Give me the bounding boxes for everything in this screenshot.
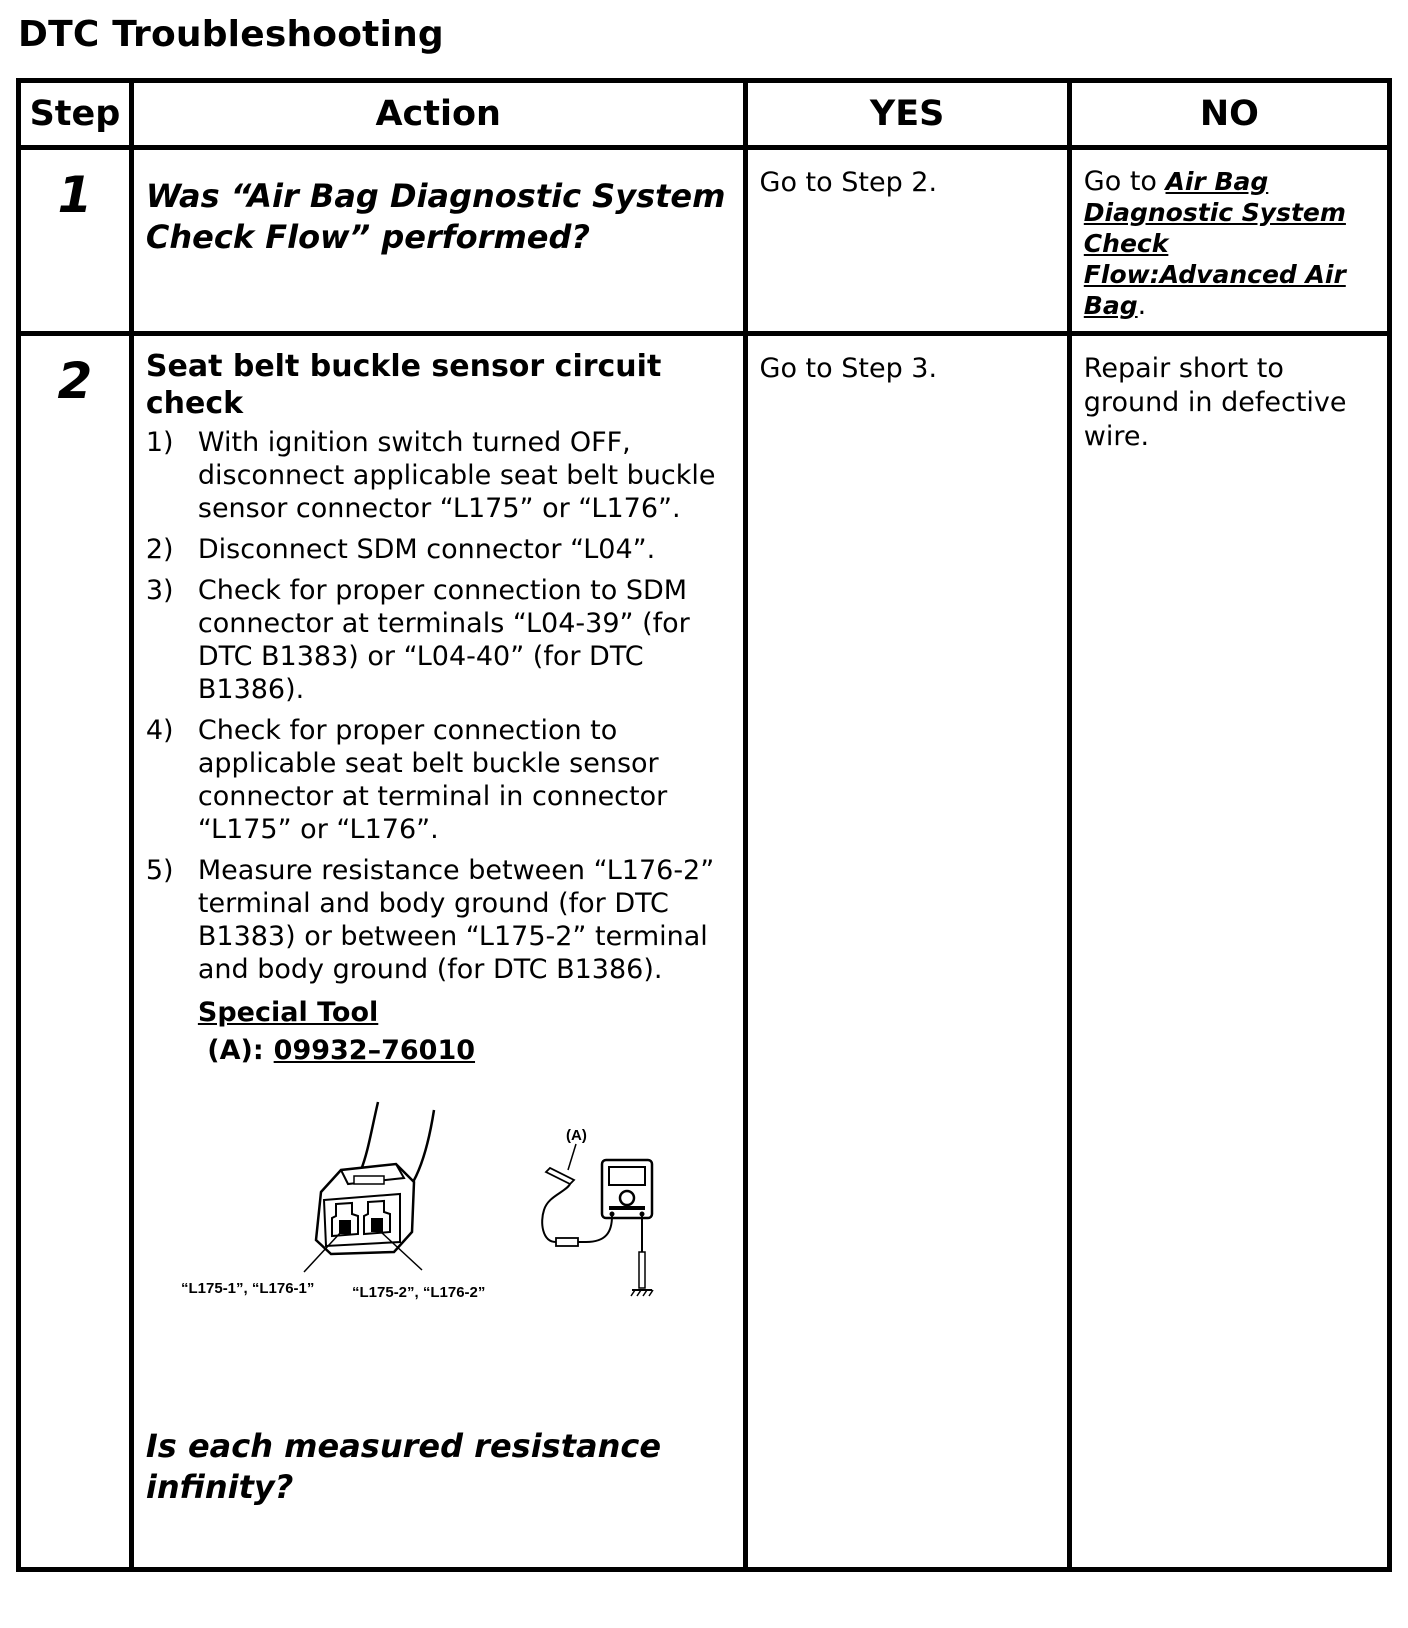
check-flow-link[interactable]: Air Bag Diagnostic System Check Flow:Advanced Air Bag — [1083, 167, 1346, 320]
yes-cell — [745, 148, 1069, 334]
step-number: 2 — [57, 352, 93, 410]
yes-text: Go to Step 3. — [759, 353, 938, 384]
no-suffix: . — [1137, 290, 1147, 321]
table-row — [19, 334, 1390, 1570]
terminal-label-left: “L175-1”, “L176-1” — [180, 1280, 315, 1297]
connector-latch — [354, 1176, 384, 1184]
table-header-row — [19, 81, 1390, 148]
item-number: 4) — [145, 715, 174, 746]
item-number: 5) — [145, 855, 174, 886]
procedure-list — [134, 426, 743, 986]
wire-left — [361, 1102, 378, 1170]
list-item — [146, 714, 733, 846]
special-tool-line — [198, 1032, 743, 1070]
step-number: 1 — [57, 166, 93, 224]
action-cell — [131, 334, 745, 1570]
no-cell — [1069, 334, 1389, 1570]
item-text: Check for proper connection to SDM connector at terminals “L04-39” (for DTC B1383) or “L04-40” (for DTC B1386). — [197, 575, 690, 705]
header-action: Action — [131, 81, 745, 148]
no-text — [1072, 150, 1387, 331]
item-number: 2) — [145, 534, 174, 565]
step-heading: Seat belt buckle sensor circuit check — [145, 349, 662, 421]
item-number: 3) — [145, 575, 174, 606]
no-cell — [1069, 148, 1389, 334]
item-text: Measure resistance between “L176-2” terminal and body ground (for DTC B1383) or between “L175-2” terminal and body ground (for DTC B1386). — [197, 855, 715, 985]
special-tool-label: Special Tool — [197, 997, 379, 1028]
ground-probe — [639, 1252, 645, 1288]
item-number: 1) — [145, 427, 174, 458]
yes-cell — [745, 334, 1069, 1570]
terminal-label-right: “L175-2”, “L176-2” — [351, 1284, 486, 1301]
yes-text: Go to Step 2. — [759, 167, 938, 198]
header-no: NO — [1069, 81, 1389, 148]
probe-wire — [542, 1184, 570, 1242]
list-item — [146, 854, 733, 986]
action-cell — [131, 148, 745, 334]
no-text: Repair short to ground in defective wire. — [1083, 353, 1347, 452]
terminal-2-pin — [371, 1218, 383, 1232]
troubleshooting-table — [16, 78, 1392, 1572]
question-text: Was “Air Bag Diagnostic System Check Flow” performed? — [145, 177, 726, 256]
ohmmeter-display — [609, 1167, 645, 1185]
ohmmeter-jacks — [609, 1206, 645, 1210]
probe-tip — [546, 1168, 574, 1184]
ohmmeter-dial — [620, 1191, 634, 1205]
header-yes: YES — [745, 81, 1069, 148]
tool-a-label: (A) — [565, 1127, 587, 1144]
header-step: Step — [19, 81, 132, 148]
step-cell — [19, 334, 132, 1570]
list-item — [146, 426, 733, 525]
table-row — [19, 148, 1390, 334]
tool-ref: (A): — [207, 1035, 264, 1066]
item-text: Check for proper connection to applicable seat belt buckle sensor connector at terminal in connector “L175” or “L176”. — [197, 715, 668, 845]
question-text: Is each measured resistance infinity? — [145, 1427, 662, 1506]
wire-right — [408, 1110, 434, 1190]
probe-clip — [556, 1238, 578, 1246]
connector-figure — [146, 1092, 706, 1322]
ohmmeter-jack-1 — [609, 1212, 614, 1217]
tool-a-leader — [568, 1144, 576, 1170]
page-title: DTC Troubleshooting — [18, 14, 444, 55]
no-prefix: Go to — [1083, 166, 1166, 197]
item-text: With ignition switch turned OFF, disconnect applicable seat belt buckle sensor connector “L175” or “L176”. — [197, 427, 716, 524]
list-item — [146, 574, 733, 706]
tool-code: 09932–76010 — [273, 1035, 476, 1066]
special-tool — [198, 994, 743, 1070]
list-item — [146, 533, 733, 566]
item-text: Disconnect SDM connector “L04”. — [197, 534, 656, 565]
step-cell — [19, 148, 132, 334]
ohmmeter-jack-2 — [639, 1212, 644, 1217]
